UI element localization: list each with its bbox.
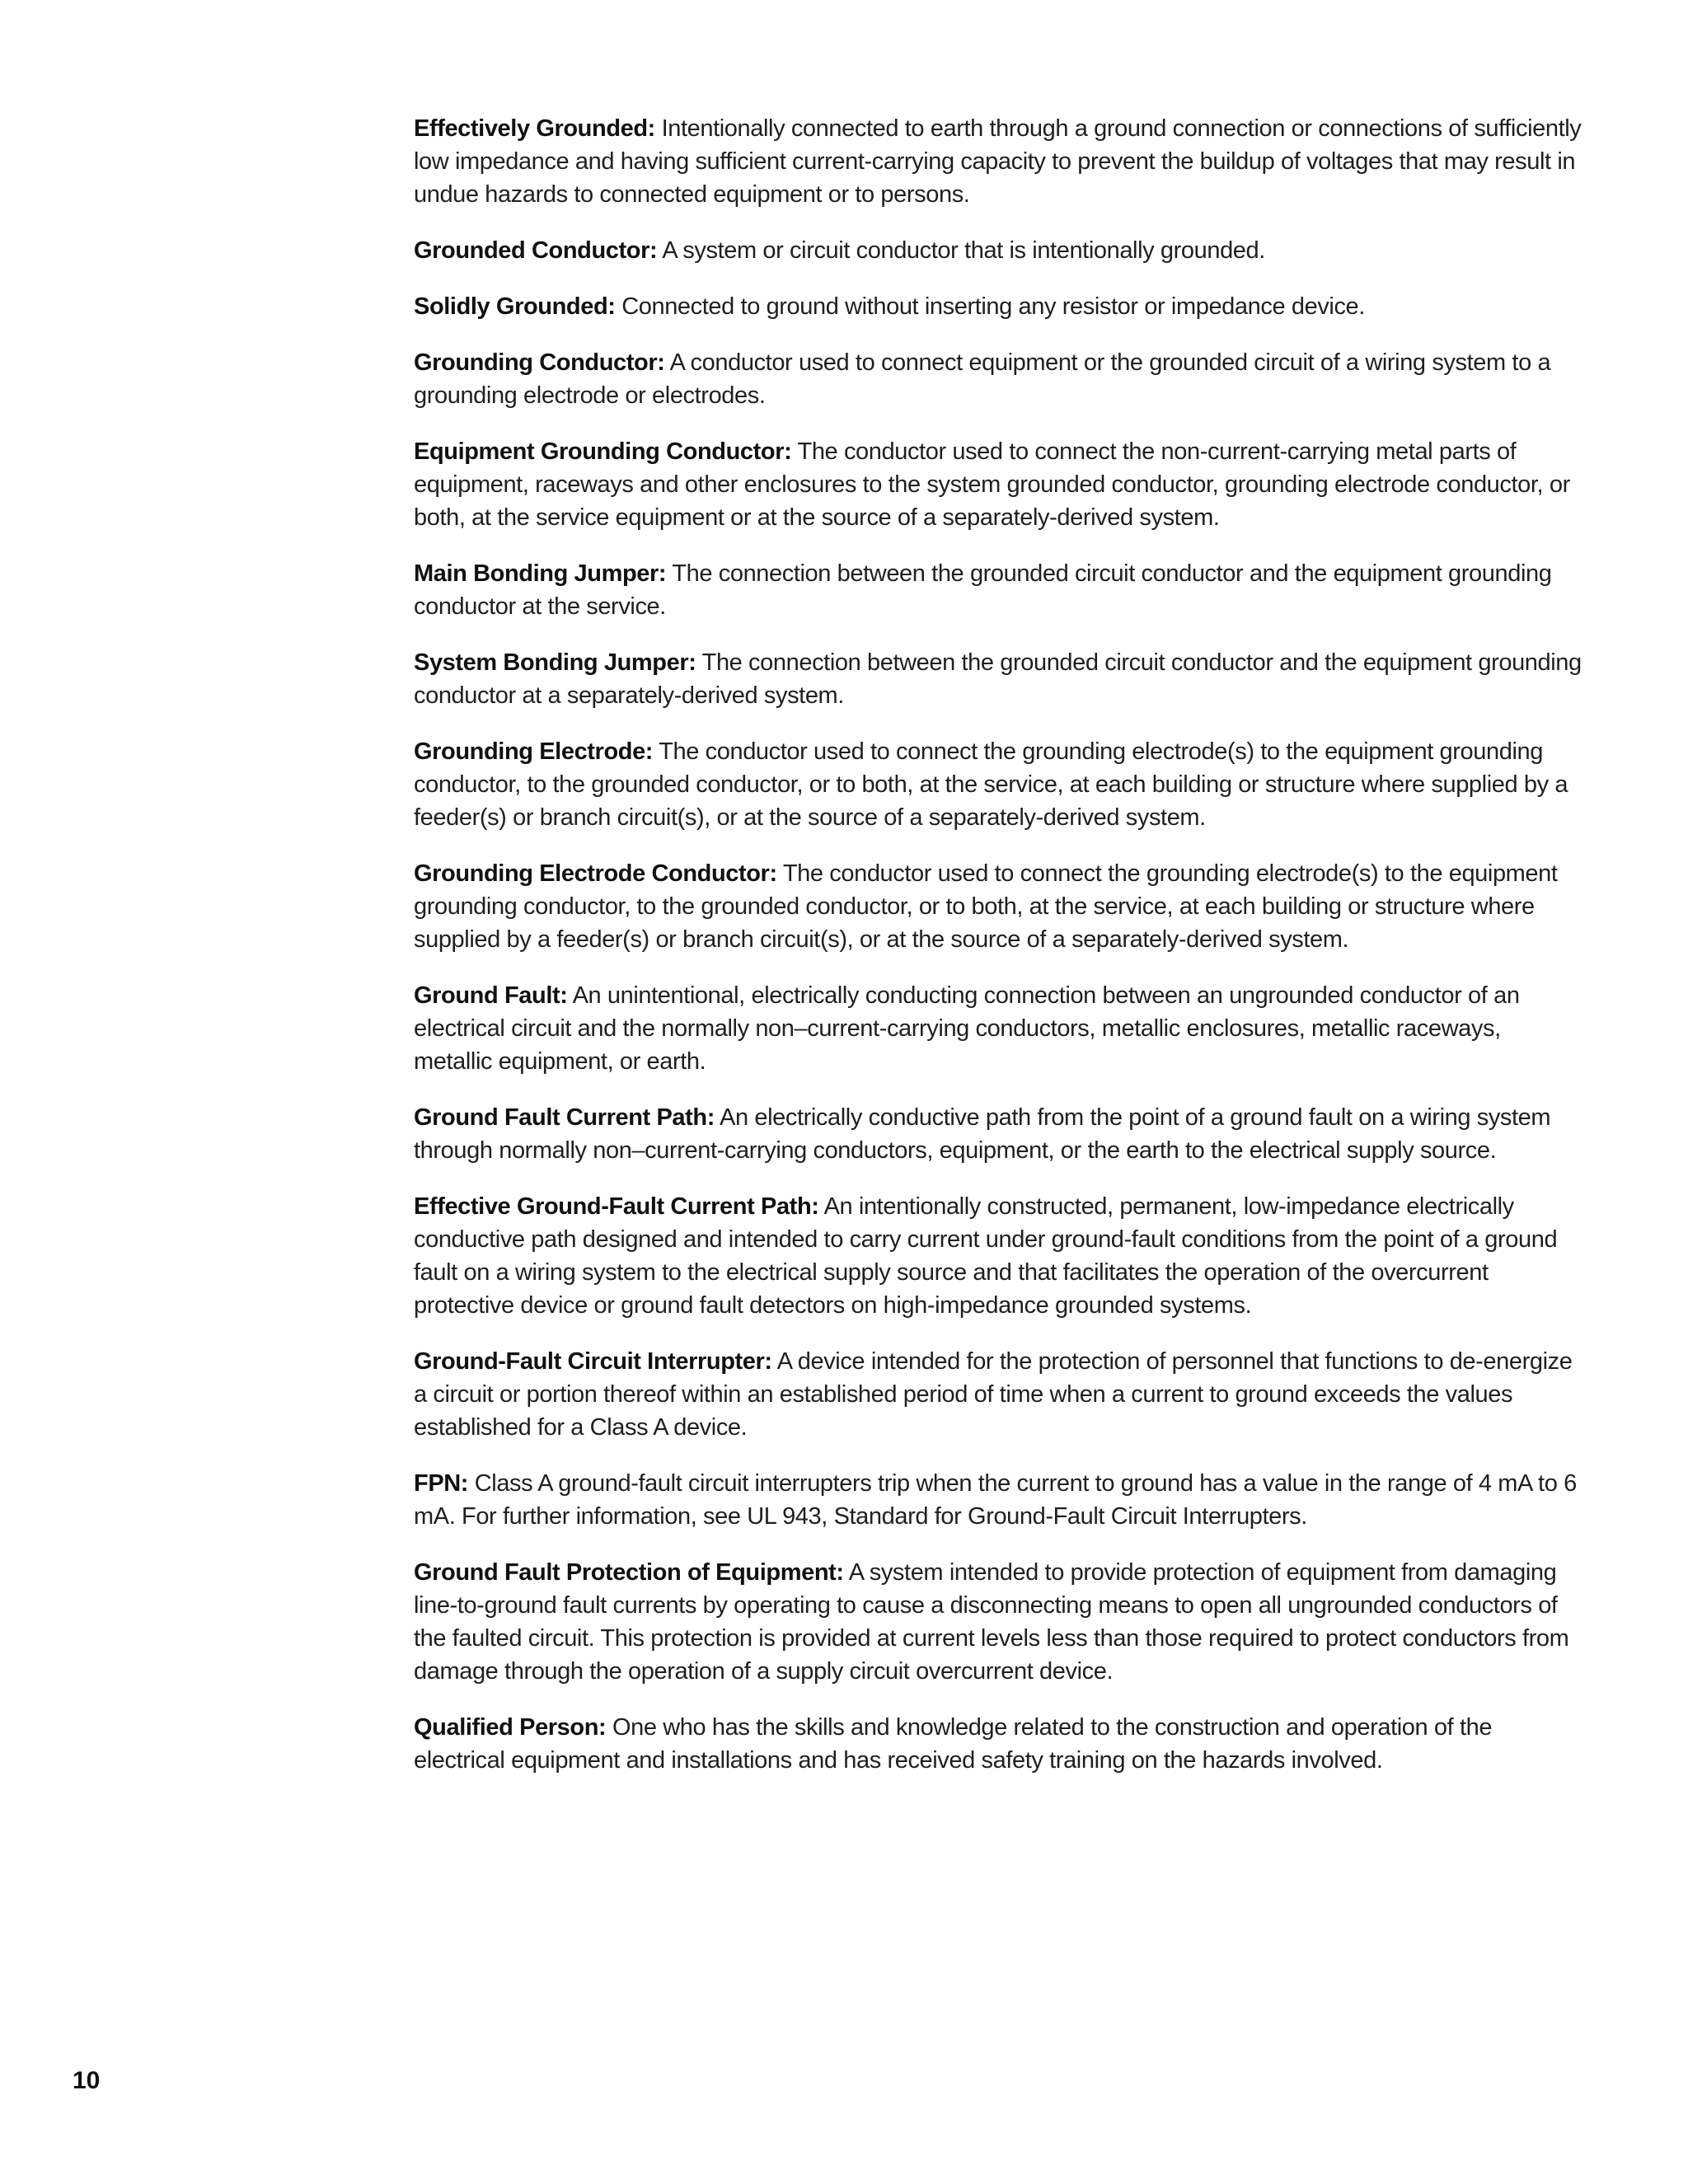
definition-text: A device intended for the protection of personnel that functions to de-energize a circuit or portion thereof within an established period of time when a current to ground exceeds the values established for a Class A device. [414, 1348, 1573, 1441]
definition-text: An unintentional, electrically conducting connection between an ungrounded conductor of an electrical circuit and the normally non–current-carrying conductors, metallic enclosures, metallic raceways, metallic equipment, or earth. [414, 982, 1520, 1075]
definition-text: The connection between the grounded circuit conductor and the equipment grounding conductor at a separately-derived system. [414, 649, 1582, 709]
definition-text: One who has the skills and knowledge related to the construction and operation of the electrical equipment and installations and has received safety training on the hazards involved. [414, 1714, 1493, 1774]
definition-term: Grounded Conductor: [414, 237, 658, 264]
definition-term: Effectively Grounded: [414, 115, 655, 142]
definition-term: Ground-Fault Circuit Interrupter: [414, 1348, 772, 1375]
definition-term: Grounding Electrode: [414, 738, 654, 765]
page-number: 10 [73, 2067, 101, 2094]
definition-term: Solidly Grounded: [414, 293, 616, 320]
definition-text: A conductor used to connect equipment or the grounded circuit of a wiring system to a grounding electrode or electrodes. [414, 349, 1551, 409]
definition-system-bonding-jumper [414, 646, 1584, 712]
definition-term: Grounding Conductor: [414, 349, 665, 376]
definition-text: An intentionally constructed, permanent, low-impedance electrically conductive path designed and intended to carry current under ground-fault conditions from the point of a ground fault on a wiring system to the electrical supply source and that facilitates the operation of the overcurrent protective device or ground fault detectors on high-impedance grounded systems. [414, 1193, 1558, 1319]
definition-term: Effective Ground-Fault Current Path: [414, 1193, 819, 1220]
definition-text: Connected to ground without inserting any resistor or impedance device. [621, 293, 1365, 320]
definition-term: Equipment Grounding Conductor: [414, 438, 792, 465]
definition-term: Qualified Person: [414, 1714, 607, 1741]
definition-fpn [414, 1467, 1584, 1533]
definition-term: FPN: [414, 1470, 469, 1497]
definition-term: Ground Fault Current Path: [414, 1104, 715, 1131]
definition-effectively-grounded [414, 112, 1584, 211]
definition-solidly-grounded [414, 290, 1584, 323]
definition-effective-ground-fault-current-path [414, 1190, 1584, 1322]
definition-ground-fault-protection-of-equipment [414, 1556, 1584, 1688]
definition-text: A system intended to provide protection of equipment from damaging line-to-ground fault currents by operating to cause a disconnecting means to open all ungrounded conductors of the faulted circuit. This protection is provided at current levels less than those required to protect conductors from damage through the operation of a supply circuit overcurrent device. [414, 1559, 1569, 1685]
definition-grounding-conductor [414, 346, 1584, 412]
definition-ground-fault-current-path [414, 1101, 1584, 1167]
definition-text: The connection between the grounded circuit conductor and the equipment grounding conductor at the service. [414, 560, 1552, 620]
definition-main-bonding-jumper [414, 557, 1584, 623]
definition-text: Class A ground-fault circuit interrupters trip when the current to ground has a value in the range of 4 mA to 6 mA. For further information, see UL 943, Standard for Ground-Fault Circuit Interrupters. [414, 1470, 1577, 1530]
definition-text: A system or circuit conductor that is intentionally grounded. [662, 237, 1265, 264]
definition-grounding-electrode [414, 735, 1584, 834]
definition-term: Grounding Electrode Conductor: [414, 860, 777, 887]
definition-text: An electrically conductive path from the point of a ground fault on a wiring system through normally non–current-carrying conductors, equipment, or the earth to the electrical supply source. [414, 1104, 1551, 1164]
definition-term: Ground Fault Protection of Equipment: [414, 1559, 844, 1586]
definition-text: The conductor used to connect the non-current-carrying metal parts of equipment, raceways and other enclosures to the system grounded conductor, grounding electrode conductor, or both, at the service equipment or at the source of a separately-derived system. [414, 438, 1570, 531]
definition-grounded-conductor [414, 234, 1584, 267]
definition-equipment-grounding-conductor [414, 435, 1584, 534]
definition-ground-fault-circuit-interrupter [414, 1345, 1584, 1444]
definitions-list [414, 112, 1584, 1800]
definition-text: Intentionally connected to earth through a ground connection or connections of sufficiently low impedance and having sufficient current-carrying capacity to prevent the buildup of voltages that may result in undue hazards to connected equipment or to persons. [414, 115, 1582, 208]
definition-term: Main Bonding Jumper: [414, 560, 667, 587]
definition-text: The conductor used to connect the grounding electrode(s) to the equipment grounding conductor, to the grounded conductor, or to both, at the service, at each building or structure where supplied by a feeder(s) or branch circuit(s), or at the source of a separately-derived system. [414, 860, 1558, 953]
definition-term: Ground Fault: [414, 982, 568, 1009]
definition-term: System Bonding Jumper: [414, 649, 696, 676]
definition-text: The conductor used to connect the grounding electrode(s) to the equipment grounding conductor, to the grounded conductor, or to both, at the service, at each building or structure where supplied by a feeder(s) or branch circuit(s), or at the source of a separately-derived system. [414, 738, 1568, 831]
definition-grounding-electrode-conductor [414, 857, 1584, 956]
definition-ground-fault [414, 979, 1584, 1078]
definition-qualified-person [414, 1711, 1584, 1777]
